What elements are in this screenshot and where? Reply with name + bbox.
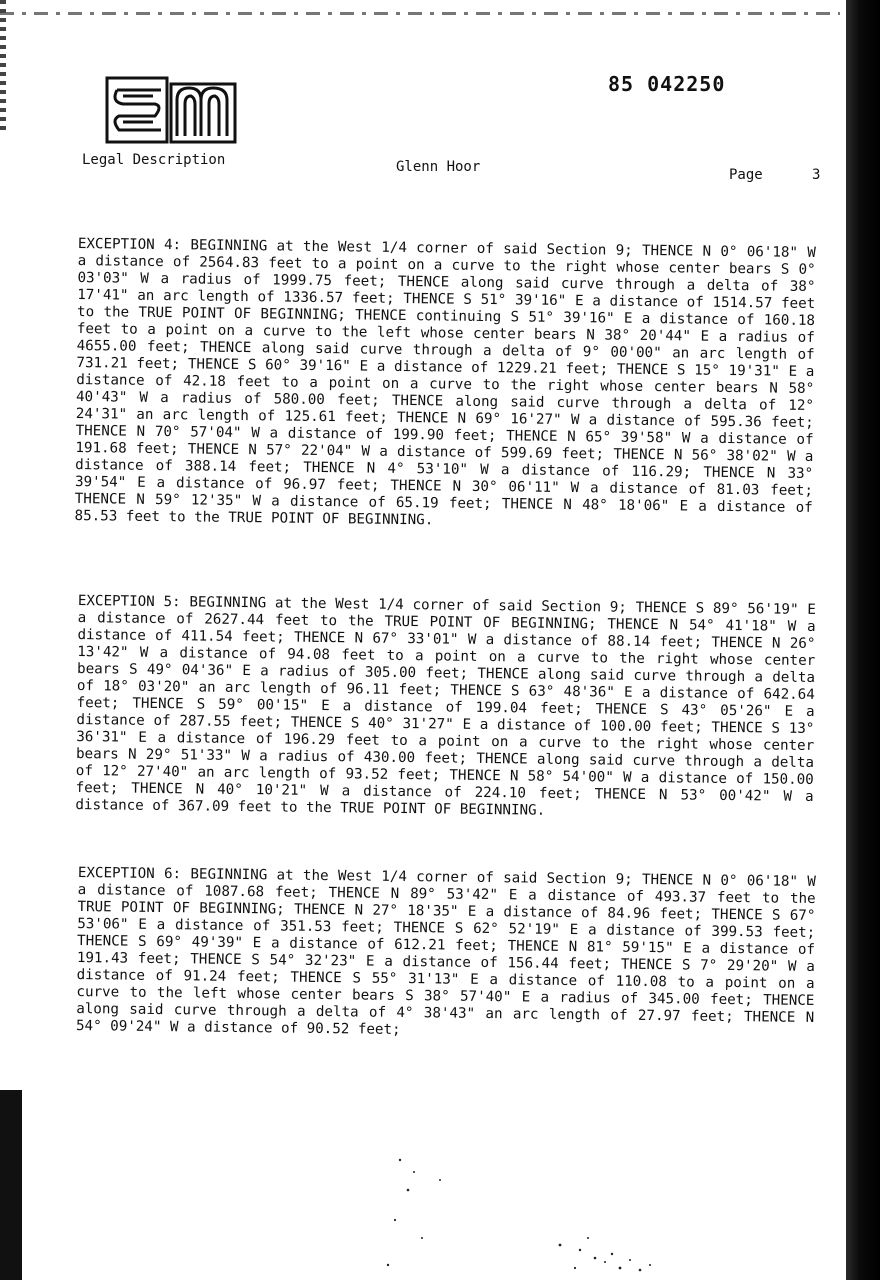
- scan-dark-corner: [0, 1090, 22, 1280]
- exception-5-paragraph: EXCEPTION 5: BEGINNING at the West 1/4 corner of said Section 9; THENCE S 89° 56'19" E a distance of 2627.44 feet to the TRUE POINT OF BEGINNING; THENCE N 54° 41'18" W a distance of 411.54 feet; THENCE N 67° 33'01" W a distance of 88.14 feet; THENCE N 26° 13'42" W a distance of 94.08 feet to a point on a curve to the right whose center bears S 49° 04'36" E a radius of 305.00 feet; THENCE along said curve through a delta of 18° 03'20" an arc length of 96.11 feet; THENCE S 63° 48'36" E a distance of 642.64 feet; THENCE S 59° 00'15" E a distance of 199.04 feet; THENCE S 43° 05'26" E a distance of 287.55 feet; THENCE S 40° 31'27" E a distance of 100.00 feet; THENCE S 13° 36'31" E a distance of 196.29 feet to a point on a curve to the right whose center bears N 29° 51'33" W a radius of 430.00 feet; THENCE along said curve through a delta of 12° 27'40" an arc length of 93.52 feet; THENCE N 58° 54'00" W a distance of 150.00 feet; THENCE N 40° 10'21" W a distance of 224.10 feet; THENCE N 53° 00'42" W a distance of 367.09 feet to the TRUE POINT OF BEGINNING.: [75, 593, 816, 819]
- page-label: Page: [729, 167, 763, 183]
- scan-dark-edge: [846, 0, 880, 1280]
- scan-noise: [380, 1150, 680, 1275]
- document-number: 85 042250: [608, 72, 726, 96]
- company-logo: [105, 76, 237, 144]
- exception-4-paragraph: EXCEPTION 4: BEGINNING at the West 1/4 corner of said Section 9; THENCE N 0° 06'18" W a distance of 2564.83 feet to a point on a curve to the right whose center bears S 0° 03'03" W a radius of 1999.75 feet; THENCE along said curve through a delta of 38° 17'41" an arc length of 1336.57 feet; THENCE S 51° 39'16" E a distance of 1514.57 feet to the TRUE POINT OF BEGINNING; THENCE continuing S 51° 39'16" E a distance of 160.18 feet to a point on a curve to the left whose center bears N 38° 20'44" E a radius of 4655.00 feet; THENCE along said curve through a delta of 9° 00'00" an arc length of 731.21 feet; THENCE S 60° 39'16" E a distance of 1229.21 feet; THENCE S 15° 19'31" E a distance of 42.18 feet to a point on a curve to the right whose center bears N 58° 40'43" W a radius of 580.00 feet; THENCE along said curve through a delta of 12° 24'31" an arc length of 125.61 feet; THENCE N 69° 16'27" W a distance of 595.36 feet; THENCE N 70° 57'04" W a distance of 199.90 feet; THENCE N 65° 39'58" W a distance of 191.68 feet; THENCE N 57° 22'04" W a distance of 599.69 feet; THENCE N 56° 38'02" W a distance of 388.14 feet; THENCE N 4° 53'10" W a distance of 116.29; THENCE N 33° 39'54" E a distance of 96.97 feet; THENCE N 30° 06'11" W a distance of 81.03 feet; THENCE N 59° 12'35" W a distance of 65.19 feet; THENCE N 48° 18'06" E a distance of 85.53 feet to the TRUE POINT OF BEGINNING.: [74, 236, 816, 529]
- scan-edge-dashes: [0, 12, 840, 15]
- owner-name: Glenn Hoor: [396, 159, 481, 175]
- legal-description-label: Legal Description: [82, 152, 226, 168]
- scan-edge-marks: [0, 0, 6, 130]
- page-number: 3: [812, 167, 821, 183]
- exception-6-paragraph: EXCEPTION 6: BEGINNING at the West 1/4 corner of said Section 9; THENCE N 0° 06'18" W a distance of 1087.68 feet; THENCE N 89° 53'42" E a distance of 493.37 feet to the TRUE POINT OF BEGINNING; THENCE N 27° 18'35" E a distance of 84.96 feet; THENCE S 67° 53'06" E a distance of 351.53 feet; THENCE S 62° 52'19" E a distance of 399.53 feet; THENCE S 69° 49'39" E a distance of 612.21 feet; THENCE N 81° 59'15" E a distance of 191.43 feet; THENCE S 54° 32'23" E a distance of 156.44 feet; THENCE S 7° 29'20" W a distance of 91.24 feet; THENCE S 55° 31'13" E a distance of 110.08 to a point on a curve to the left whose center bears S 38° 57'40" E a radius of 345.00 feet; THENCE along said curve through a delta of 4° 38'43" an arc length of 27.97 feet; THENCE N 54° 09'24" W a distance of 90.52 feet;: [75, 865, 816, 1038]
